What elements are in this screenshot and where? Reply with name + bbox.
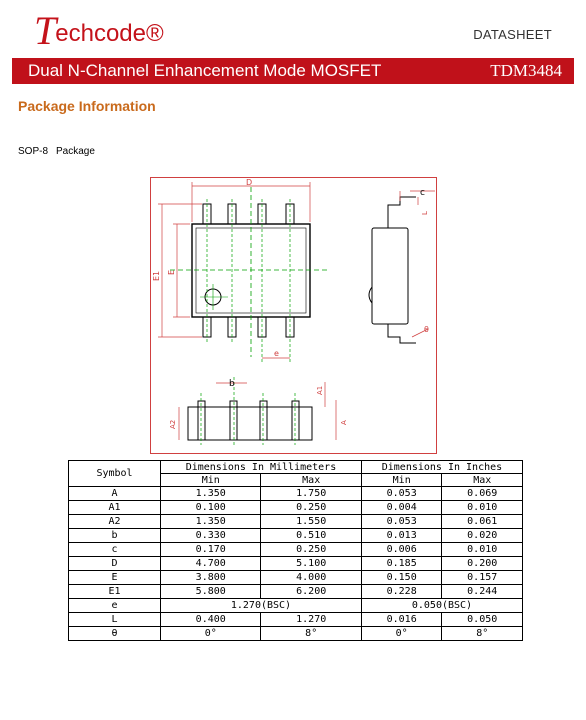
mm-min-cell: 3.800 bbox=[161, 571, 261, 585]
mm-bsc-cell: 1.270(BSC) bbox=[161, 599, 362, 613]
mm-max-cell: 6.200 bbox=[261, 585, 361, 599]
symbol-cell: b bbox=[69, 529, 161, 543]
label-A1: A1 bbox=[316, 385, 324, 395]
in-min-cell: 0.013 bbox=[361, 529, 442, 543]
in-min-cell: 0.006 bbox=[361, 543, 442, 557]
techcode-logo bbox=[34, 8, 164, 53]
mm-min-cell: 5.800 bbox=[161, 585, 261, 599]
mm-min-cell: 1.350 bbox=[161, 487, 261, 501]
mm-max-cell: 4.000 bbox=[261, 571, 361, 585]
in-min-cell: 0° bbox=[361, 627, 442, 641]
mm-min-cell: 0° bbox=[161, 627, 261, 641]
table-row bbox=[69, 501, 523, 515]
table-row bbox=[69, 599, 523, 613]
label-e: e bbox=[274, 349, 279, 358]
label-A2: A2 bbox=[169, 419, 177, 429]
mm-min-cell: 0.100 bbox=[161, 501, 261, 515]
symbol-cell: D bbox=[69, 557, 161, 571]
in-max-header: Max bbox=[442, 474, 523, 487]
in-max-cell: 0.157 bbox=[442, 571, 523, 585]
mm-max-cell: 5.100 bbox=[261, 557, 361, 571]
in-max-cell: 0.020 bbox=[442, 529, 523, 543]
label-E1: E1 bbox=[152, 270, 161, 281]
label-b: b bbox=[229, 379, 235, 389]
banner-title: Dual N-Channel Enhancement Mode MOSFET bbox=[28, 61, 382, 80]
label-A: A bbox=[340, 420, 348, 425]
symbol-cell: E1 bbox=[69, 585, 161, 599]
dimensions-table bbox=[68, 460, 523, 641]
in-max-cell: 0.050 bbox=[442, 613, 523, 627]
label-c: c bbox=[420, 188, 425, 198]
table-row bbox=[69, 627, 523, 641]
table-row bbox=[69, 585, 523, 599]
table-row bbox=[69, 613, 523, 627]
mm-max-cell: 0.510 bbox=[261, 529, 361, 543]
in-min-cell: 0.150 bbox=[361, 571, 442, 585]
part-number: TDM3484 bbox=[490, 61, 562, 80]
in-min-cell: 0.016 bbox=[361, 613, 442, 627]
package-word: Package bbox=[56, 146, 95, 157]
inches-header: Dimensions In Inches bbox=[361, 461, 522, 474]
in-max-cell: 0.010 bbox=[442, 501, 523, 515]
mm-max-cell: 8° bbox=[261, 627, 361, 641]
in-max-cell: 0.010 bbox=[442, 543, 523, 557]
table-row bbox=[69, 487, 523, 501]
mm-max-cell: 0.250 bbox=[261, 543, 361, 557]
package-name: SOP-8 bbox=[18, 146, 49, 157]
label-L: L bbox=[421, 211, 429, 215]
in-min-cell: 0.228 bbox=[361, 585, 442, 599]
mm-min-cell: 0.170 bbox=[161, 543, 261, 557]
label-D: D bbox=[246, 178, 253, 187]
in-max-cell: 0.200 bbox=[442, 557, 523, 571]
in-max-cell: 0.061 bbox=[442, 515, 523, 529]
mm-max-cell: 0.250 bbox=[261, 501, 361, 515]
millimeters-header: Dimensions In Millimeters bbox=[161, 461, 362, 474]
table-row bbox=[69, 543, 523, 557]
symbol-cell: c bbox=[69, 543, 161, 557]
in-min-header: Min bbox=[361, 474, 442, 487]
symbol-header: Symbol bbox=[69, 461, 161, 487]
symbol-cell: e bbox=[69, 599, 161, 613]
logo-letter: T bbox=[34, 8, 57, 53]
mm-max-cell: 1.270 bbox=[261, 613, 361, 627]
in-min-cell: 0.053 bbox=[361, 487, 442, 501]
symbol-cell: A2 bbox=[69, 515, 161, 529]
in-min-cell: 0.053 bbox=[361, 515, 442, 529]
table-row bbox=[69, 557, 523, 571]
symbol-cell: E bbox=[69, 571, 161, 585]
in-max-cell: 0.244 bbox=[442, 585, 523, 599]
symbol-cell: A1 bbox=[69, 501, 161, 515]
mm-max-cell: 1.750 bbox=[261, 487, 361, 501]
front-view bbox=[188, 401, 312, 440]
symbol-cell: L bbox=[69, 613, 161, 627]
in-max-cell: 0.069 bbox=[442, 487, 523, 501]
section-title: Package Information bbox=[18, 98, 156, 114]
in-min-cell: 0.004 bbox=[361, 501, 442, 515]
package-outline-drawing bbox=[150, 177, 437, 454]
mm-min-cell: 0.330 bbox=[161, 529, 261, 543]
label-theta: θ bbox=[424, 325, 429, 334]
datasheet-label: DATASHEET bbox=[473, 27, 552, 42]
mm-min-cell: 4.700 bbox=[161, 557, 261, 571]
label-E: E bbox=[167, 269, 176, 275]
mm-max-header: Max bbox=[261, 474, 361, 487]
mm-min-header: Min bbox=[161, 474, 261, 487]
table-row bbox=[69, 515, 523, 529]
package-label bbox=[18, 146, 103, 157]
table-row bbox=[69, 529, 523, 543]
mm-max-cell: 1.550 bbox=[261, 515, 361, 529]
mm-min-cell: 1.350 bbox=[161, 515, 261, 529]
logo-text: echcode® bbox=[55, 20, 164, 47]
table-row bbox=[69, 571, 523, 585]
side-view bbox=[369, 197, 416, 343]
in-max-cell: 8° bbox=[442, 627, 523, 641]
symbol-cell: A bbox=[69, 487, 161, 501]
symbol-cell: θ bbox=[69, 627, 161, 641]
mm-min-cell: 0.400 bbox=[161, 613, 261, 627]
in-bsc-cell: 0.050(BSC) bbox=[361, 599, 522, 613]
title-banner bbox=[12, 58, 574, 84]
in-min-cell: 0.185 bbox=[361, 557, 442, 571]
